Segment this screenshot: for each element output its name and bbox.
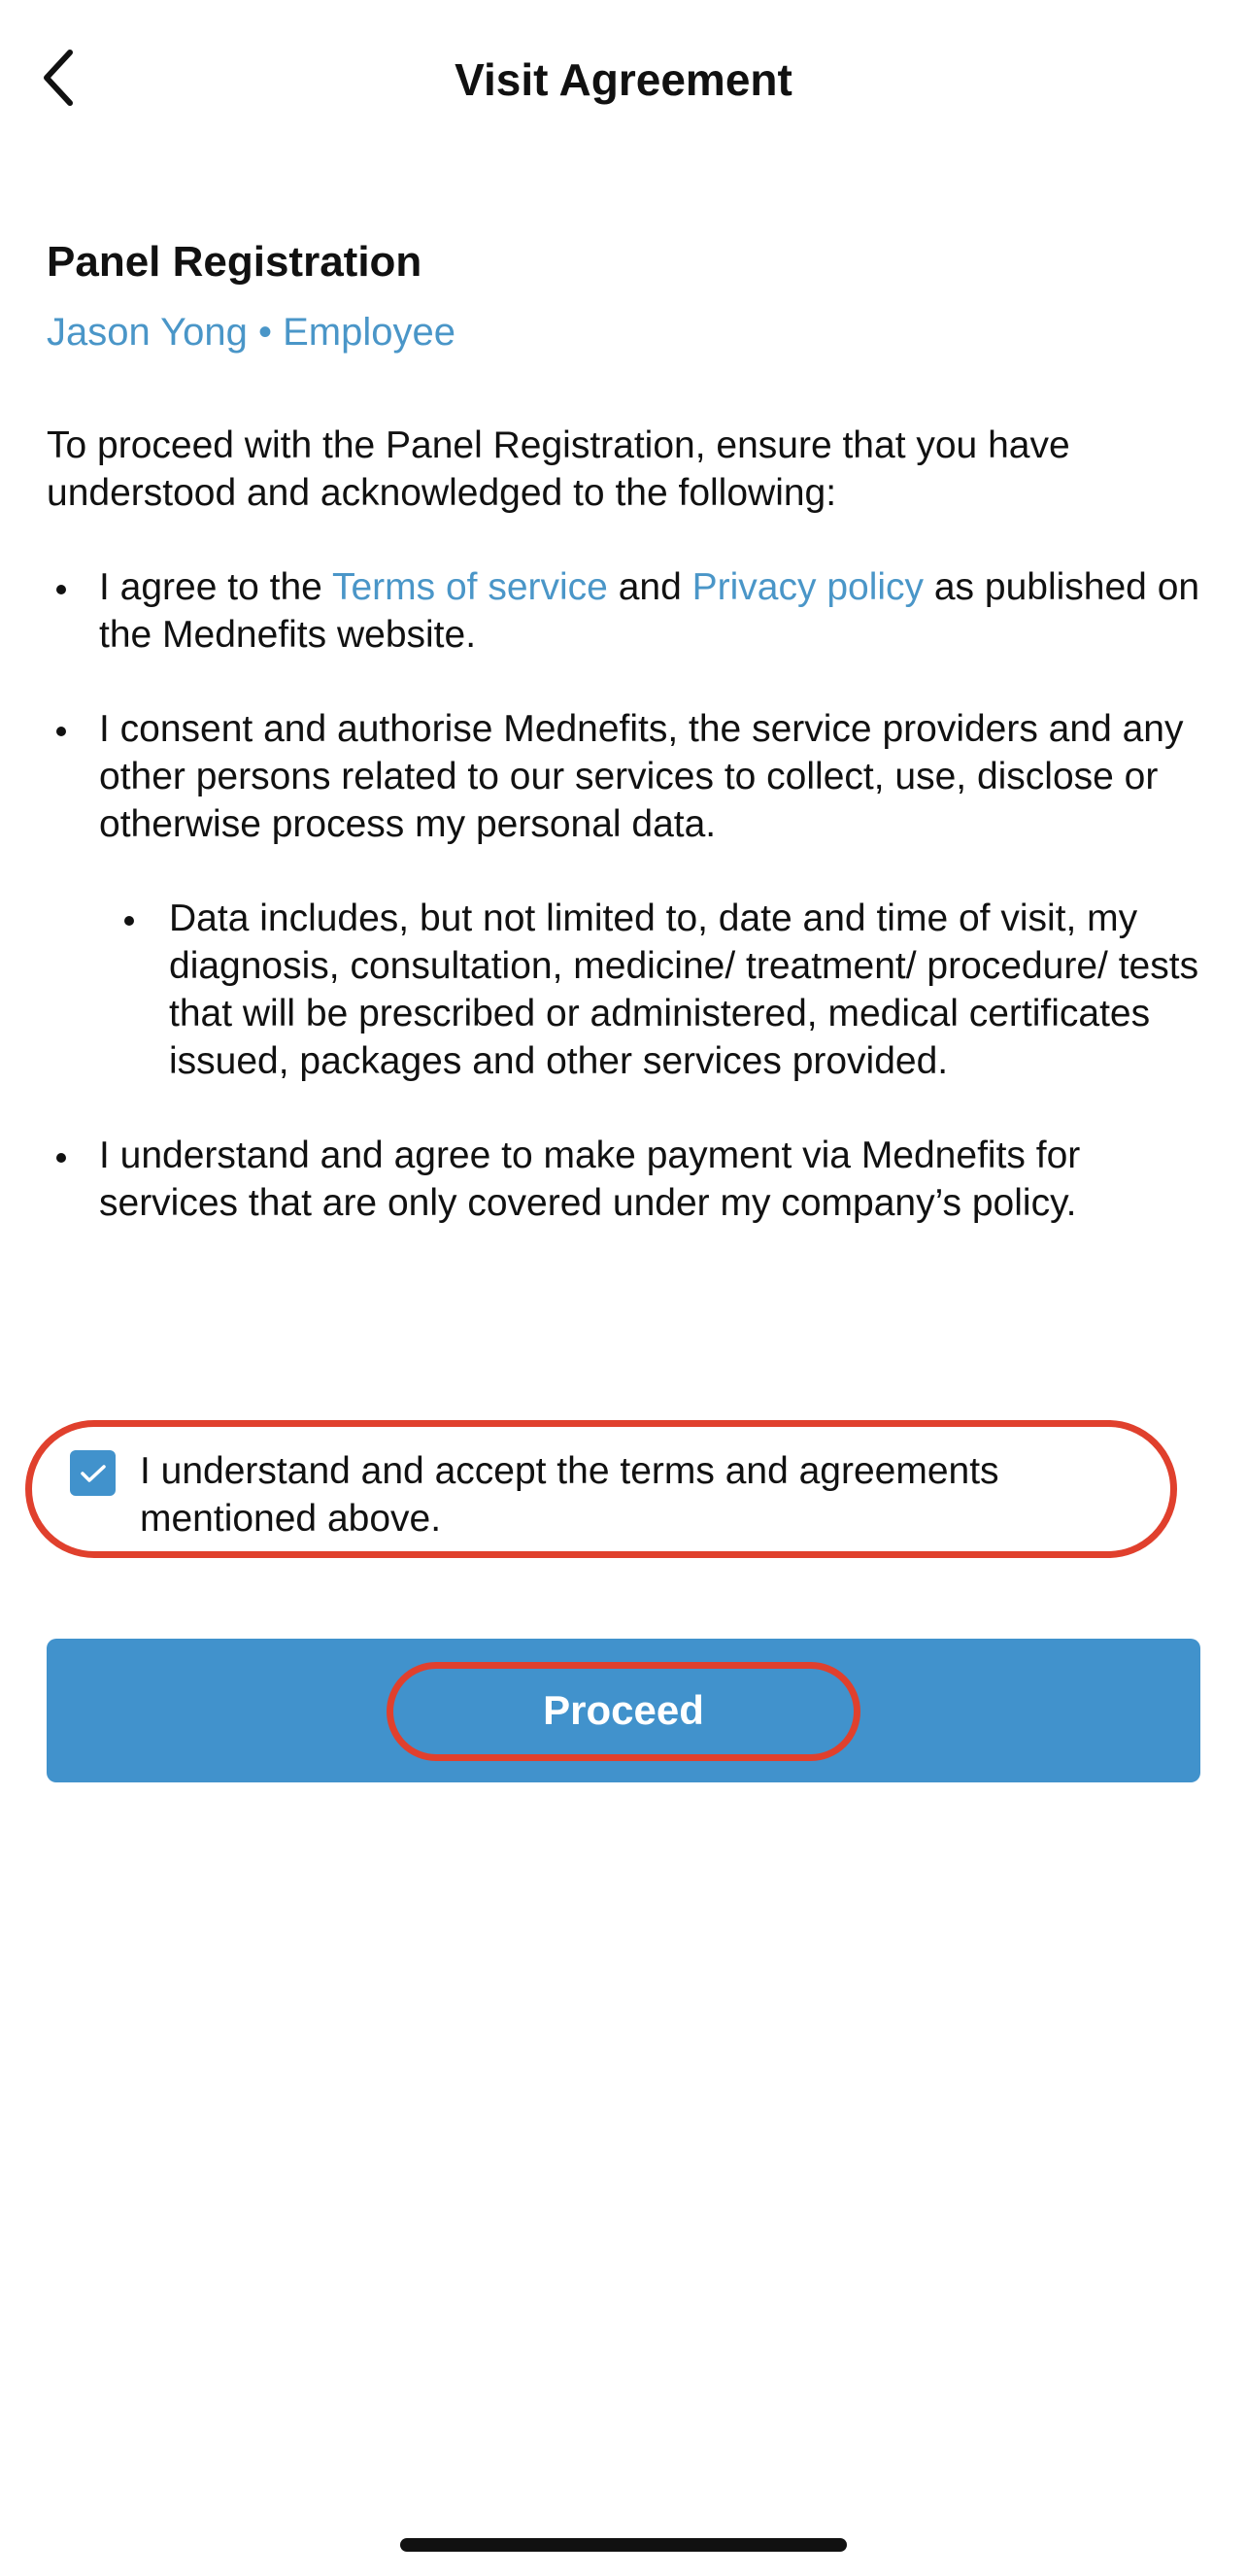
page-title: Visit Agreement xyxy=(455,54,792,105)
agreement-item-consent xyxy=(47,705,1202,848)
checkmark-icon xyxy=(79,1462,108,1485)
payment-item-text: I understand and agree to make payment via Mednefits for services that are only covered under my company’s policy. xyxy=(99,1135,1081,1224)
proceed-button[interactable] xyxy=(47,1639,1200,1782)
consent-checkbox[interactable] xyxy=(70,1450,116,1496)
terms-text-after: as published on the Mednefits website. xyxy=(99,566,1200,656)
data-subitem-text: Data includes, but not limited to, date and time of visit, my diagnosis, consultation, medicine/ treatment/ procedure/ tests that will be prescribed or administered, medical certificates issued, packages and other services provided. xyxy=(169,898,1199,1082)
home-indicator xyxy=(400,2538,847,2552)
consent-label[interactable]: I understand and accept the terms and agreements mentioned above. xyxy=(140,1450,999,1540)
agreement-item-terms xyxy=(47,563,1202,659)
proceed-label: Proceed xyxy=(543,1687,704,1733)
section-title: Panel Registration xyxy=(47,238,422,286)
privacy-policy-link[interactable]: Privacy policy xyxy=(691,566,925,608)
agreement-list xyxy=(47,563,1202,1227)
agreement-subitem-data xyxy=(47,895,1202,1085)
agreement-item-payment xyxy=(47,1132,1202,1227)
terms-text-before: I agree to the xyxy=(99,566,332,608)
header xyxy=(0,0,1247,165)
terms-of-service-link[interactable]: Terms of service xyxy=(331,566,608,608)
member-subtitle: Jason Yong • Employee xyxy=(47,311,455,354)
terms-text-middle: and xyxy=(607,566,692,608)
intro-text: To proceed with the Panel Registration, ensure that you have understood and acknowledged to the following: xyxy=(47,424,1070,514)
agreement-content xyxy=(47,233,1202,1273)
consent-item-text: I consent and authorise Mednefits, the service providers and any other persons related to our services to collect, use, disclose or otherwise process my personal data. xyxy=(99,708,1184,845)
